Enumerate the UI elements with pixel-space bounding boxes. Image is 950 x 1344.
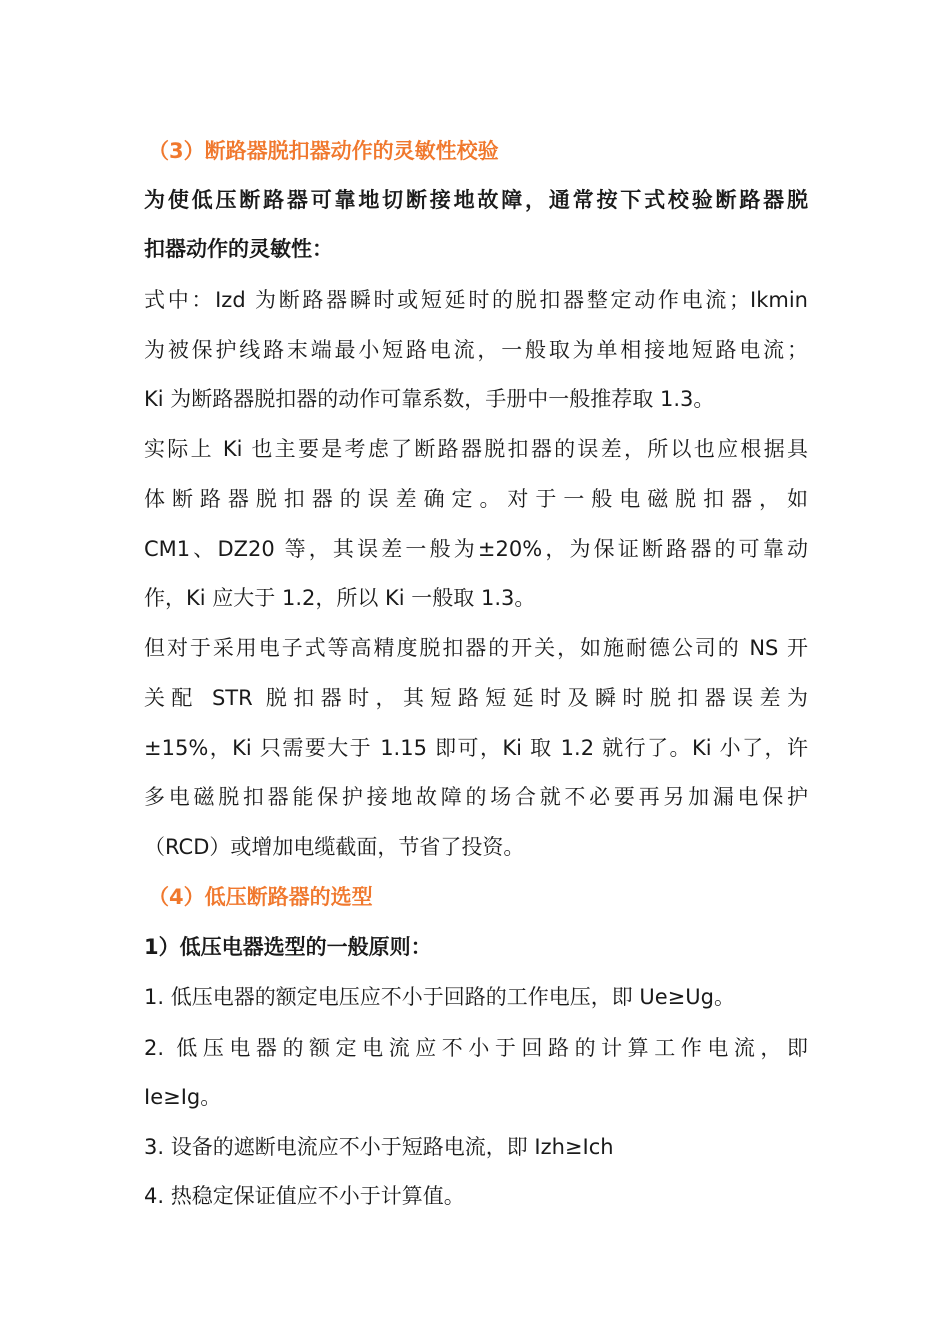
list-item-3: 3. 设备的遮断电流应不小于短路电流，即 Izh≥Ich (144, 1135, 614, 1159)
list-item-1: 1. 低压电器的额定电压应不小于回路的工作电压，即 Ue≥Ug。 (144, 985, 735, 1009)
list-item-2-line-1: 2. 低压电器的额定电流应不小于回路的计算工作电流，即 (144, 1036, 808, 1060)
paragraph-2-line-2: 体断路器脱扣器的误差确定。对于一般电磁脱扣器，如 (144, 487, 808, 511)
list-item-4: 4. 热稳定保证值应不小于计算值。 (144, 1184, 465, 1208)
paragraph-3-line-1: 但对于采用电子式等高精度脱扣器的开关，如施耐德公司的 NS 开 (144, 636, 808, 660)
intro-line-1: 为使低压断路器可靠地切断接地故障，通常按下式校验断路器脱 (144, 188, 808, 212)
section-4-heading: （4）低压断路器的选型 (148, 885, 373, 909)
paragraph-1-line-1: 式中：Izd 为断路器瞬时或短延时的脱扣器整定动作电流；Ikmin (144, 288, 808, 312)
list-item-2-line-2: Ie≥Ig。 (144, 1085, 222, 1109)
paragraph-3-line-4: 多电磁脱扣器能保护接地故障的场合就不必要再另加漏电保护 (144, 785, 808, 809)
paragraph-1-line-3: Ki 为断路器脱扣器的动作可靠系数，手册中一般推荐取 1.3。 (144, 387, 715, 411)
section-3-heading: （3）断路器脱扣器动作的灵敏性校验 (148, 139, 499, 163)
paragraph-3-line-5: （RCD）或增加电缆截面，节省了投资。 (144, 835, 525, 859)
paragraph-3-line-2: 关配 STR 脱扣器时，其短路短延时及瞬时脱扣器误差为 (144, 686, 808, 710)
section-4-subheading: 1）低压电器选型的一般原则： (144, 935, 432, 959)
intro-line-2: 扣器动作的灵敏性： (144, 237, 333, 261)
paragraph-2-line-4: 作，Ki 应大于 1.2，所以 Ki 一般取 1.3。 (144, 586, 536, 610)
paragraph-2-line-3: CM1、DZ20 等，其误差一般为±20%，为保证断路器的可靠动 (144, 537, 808, 561)
paragraph-1-line-2: 为被保护线路末端最小短路电流，一般取为单相接地短路电流； (144, 338, 808, 362)
paragraph-2-line-1: 实际上 Ki 也主要是考虑了断路器脱扣器的误差，所以也应根据具 (144, 437, 808, 461)
paragraph-3-line-3: ±15%，Ki 只需要大于 1.15 即可，Ki 取 1.2 就行了。Ki 小了，许 (144, 736, 808, 760)
